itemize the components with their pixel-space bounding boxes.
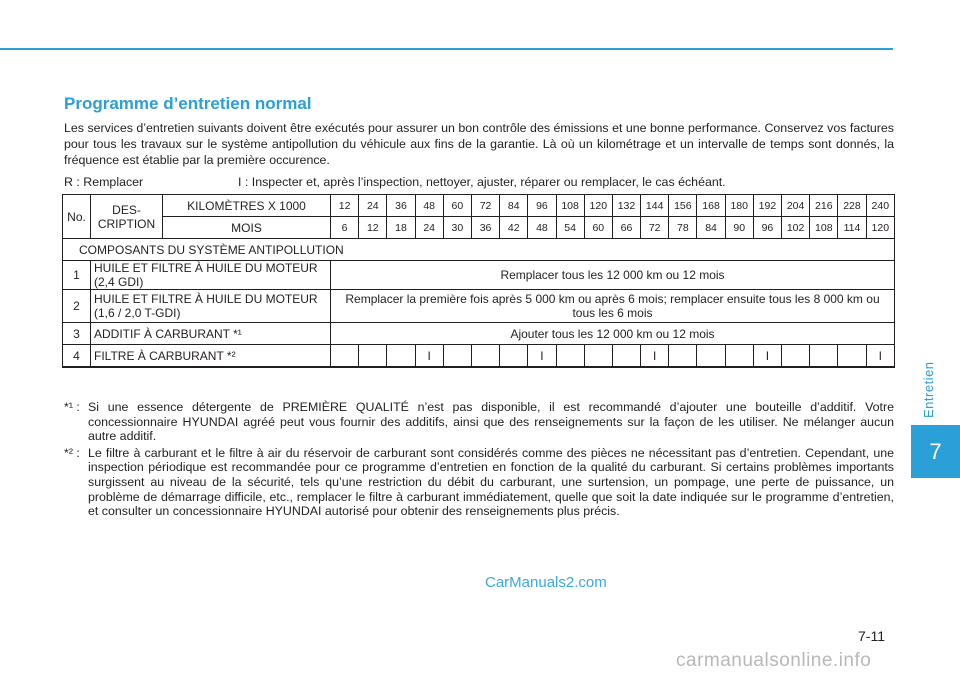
- footnote: [64, 446, 894, 519]
- month-value: 84: [697, 217, 725, 239]
- intro-paragraph: [64, 120, 894, 168]
- month-value: 114: [838, 217, 866, 239]
- month-value: 12: [359, 217, 387, 239]
- interval-mark: I: [866, 345, 894, 368]
- row-number: 3: [63, 323, 91, 345]
- km-value: 60: [443, 195, 471, 217]
- km-value: 240: [866, 195, 894, 217]
- month-value: 72: [641, 217, 669, 239]
- interval-mark: [443, 345, 471, 368]
- interval-mark: [500, 345, 528, 368]
- interval-mark: [612, 345, 640, 368]
- row-action: Ajouter tous les 12 000 km ou 12 mois: [331, 323, 895, 345]
- km-value: 216: [810, 195, 838, 217]
- no-header: No.: [63, 195, 91, 239]
- month-value: 60: [584, 217, 612, 239]
- legend-replace: R : Remplacer: [64, 175, 144, 189]
- km-value: 48: [415, 195, 443, 217]
- month-value: 78: [669, 217, 697, 239]
- month-value: 120: [866, 217, 894, 239]
- interval-mark: I: [753, 345, 781, 368]
- km-value: 144: [641, 195, 669, 217]
- km-header-row: [63, 195, 895, 217]
- table-row: [63, 345, 895, 368]
- interval-mark: [725, 345, 753, 368]
- month-value: 18: [387, 217, 415, 239]
- table-row: [63, 323, 895, 345]
- month-value: 108: [810, 217, 838, 239]
- month-value: 102: [782, 217, 810, 239]
- interval-mark: I: [528, 345, 556, 368]
- row-number: 1: [63, 261, 91, 290]
- row-action: Remplacer la première fois après 5 000 km ou après 6 mois; remplacer ensuite tous les 8 000 km ou tous les 6 mois: [331, 290, 895, 323]
- row-description: HUILE ET FILTRE À HUILE DU MOTEUR (1,6 / 2,0 T-GDI): [91, 290, 331, 323]
- month-value: 90: [725, 217, 753, 239]
- table-row: [63, 261, 895, 290]
- section-title: Programme d’entretien normal: [64, 94, 312, 113]
- legend-inspect: I : Inspecter et, après l’inspection, nettoyer, ajuster, réparer ou remplacer, le cas échéant.: [238, 175, 726, 189]
- month-value: 96: [753, 217, 781, 239]
- interval-mark: [838, 345, 866, 368]
- month-value: 30: [443, 217, 471, 239]
- table-row: [63, 290, 895, 323]
- footnote-text: Si une essence détergente de PREMIÈRE QUALITÉ n’est pas disponible, il est recommandé d’ajouter une bouteille d’additif. Votre concessionnaire HYUNDAI agréé peut vous fournir des additifs, ainsi que des renseignements sur la façon de les utiliser. Ne mélanger aucun autre additif.: [88, 400, 894, 444]
- km-value: 84: [500, 195, 528, 217]
- footnote-mark: *¹ :: [64, 400, 80, 414]
- km-value: 24: [359, 195, 387, 217]
- km-value: 168: [697, 195, 725, 217]
- km-value: 228: [838, 195, 866, 217]
- month-value: 36: [471, 217, 499, 239]
- km-value: 156: [669, 195, 697, 217]
- maintenance-schedule-table: [62, 194, 895, 368]
- km-value: 204: [782, 195, 810, 217]
- interval-mark: [387, 345, 415, 368]
- km-value: 12: [331, 195, 359, 217]
- month-value: 42: [500, 217, 528, 239]
- footnote-mark: *² :: [64, 445, 80, 460]
- month-value: 48: [528, 217, 556, 239]
- interval-mark: [584, 345, 612, 368]
- months-header-row: [63, 217, 895, 239]
- page-number: 7-11: [858, 628, 885, 644]
- km-label: KILOMÈTRES X 1000: [163, 195, 331, 217]
- interval-mark: [697, 345, 725, 368]
- interval-mark: [669, 345, 697, 368]
- km-value: 108: [556, 195, 584, 217]
- km-value: 132: [612, 195, 640, 217]
- row-action: Remplacer tous les 12 000 km ou 12 mois: [331, 261, 895, 290]
- km-value: 120: [584, 195, 612, 217]
- km-value: 96: [528, 195, 556, 217]
- chapter-number-tab: 7: [911, 425, 960, 478]
- interval-mark: [810, 345, 838, 368]
- emission-section-label: COMPOSANTS DU SYSTÈME ANTIPOLLUTION: [63, 239, 895, 261]
- row-number: 4: [63, 345, 91, 368]
- months-label: MOIS: [163, 217, 331, 239]
- footnote: [64, 400, 894, 444]
- km-value: 36: [387, 195, 415, 217]
- km-value: 180: [725, 195, 753, 217]
- row-description: ADDITIF À CARBURANT *¹: [91, 323, 331, 345]
- footnotes: [64, 400, 894, 521]
- month-value: 54: [556, 217, 584, 239]
- interval-mark: [359, 345, 387, 368]
- month-value: 6: [331, 217, 359, 239]
- interval-mark: [782, 345, 810, 368]
- row-number: 2: [63, 290, 91, 323]
- km-value: 72: [471, 195, 499, 217]
- description-header: DES- CRIPTION: [91, 195, 163, 239]
- chapter-side-label: Entretien: [921, 361, 936, 419]
- footnote-text: Le filtre à carburant et le filtre à air du réservoir de carburant sont considérés comme des pièces ne nécessitant pas d’entretien. Cependant, une inspection périodique est recommandée pour ce programme d’entretien en fonction de la qualité du carburant. Si certains problèmes importants surgissent au niveau de la sécurité, tels qu’une restriction du débit du carburant, une surtension, un pompage, une perte de puissance, un problème de démarrage difficile, etc., remplacer le filtre à carburant immédiatement, quelle que soit la date indiquée sur le programme d’entretien, et consulter un concessionnaire HYUNDAI autorisé pour obtenir des renseignements plus précis.: [88, 445, 894, 519]
- intro-text: Les services d’entretien suivants doivent être exécutés pour assurer un bon contrôle des émissions et une bonne performance. Conservez vos factures pour tous les travaux sur le système antipollution du véhicule aux fins de la garantie. Là où un kilométrage et un intervalle de temps sont donnés, la fréquence est établie par la première occurence.: [64, 121, 894, 167]
- interval-mark: [556, 345, 584, 368]
- row-description: HUILE ET FILTRE À HUILE DU MOTEUR (2,4 GDI): [91, 261, 331, 290]
- header-rule: [0, 48, 893, 50]
- site-watermark: carmanualsonline.info: [676, 650, 872, 671]
- legend: [64, 175, 726, 189]
- month-value: 24: [415, 217, 443, 239]
- row-description: FILTRE À CARBURANT *²: [91, 345, 331, 368]
- interval-mark: I: [641, 345, 669, 368]
- km-value: 192: [753, 195, 781, 217]
- interval-mark: [331, 345, 359, 368]
- interval-mark: I: [415, 345, 443, 368]
- interval-mark: [471, 345, 499, 368]
- watermark: CarManuals2.com: [485, 574, 607, 591]
- section-row: [63, 239, 895, 261]
- month-value: 66: [612, 217, 640, 239]
